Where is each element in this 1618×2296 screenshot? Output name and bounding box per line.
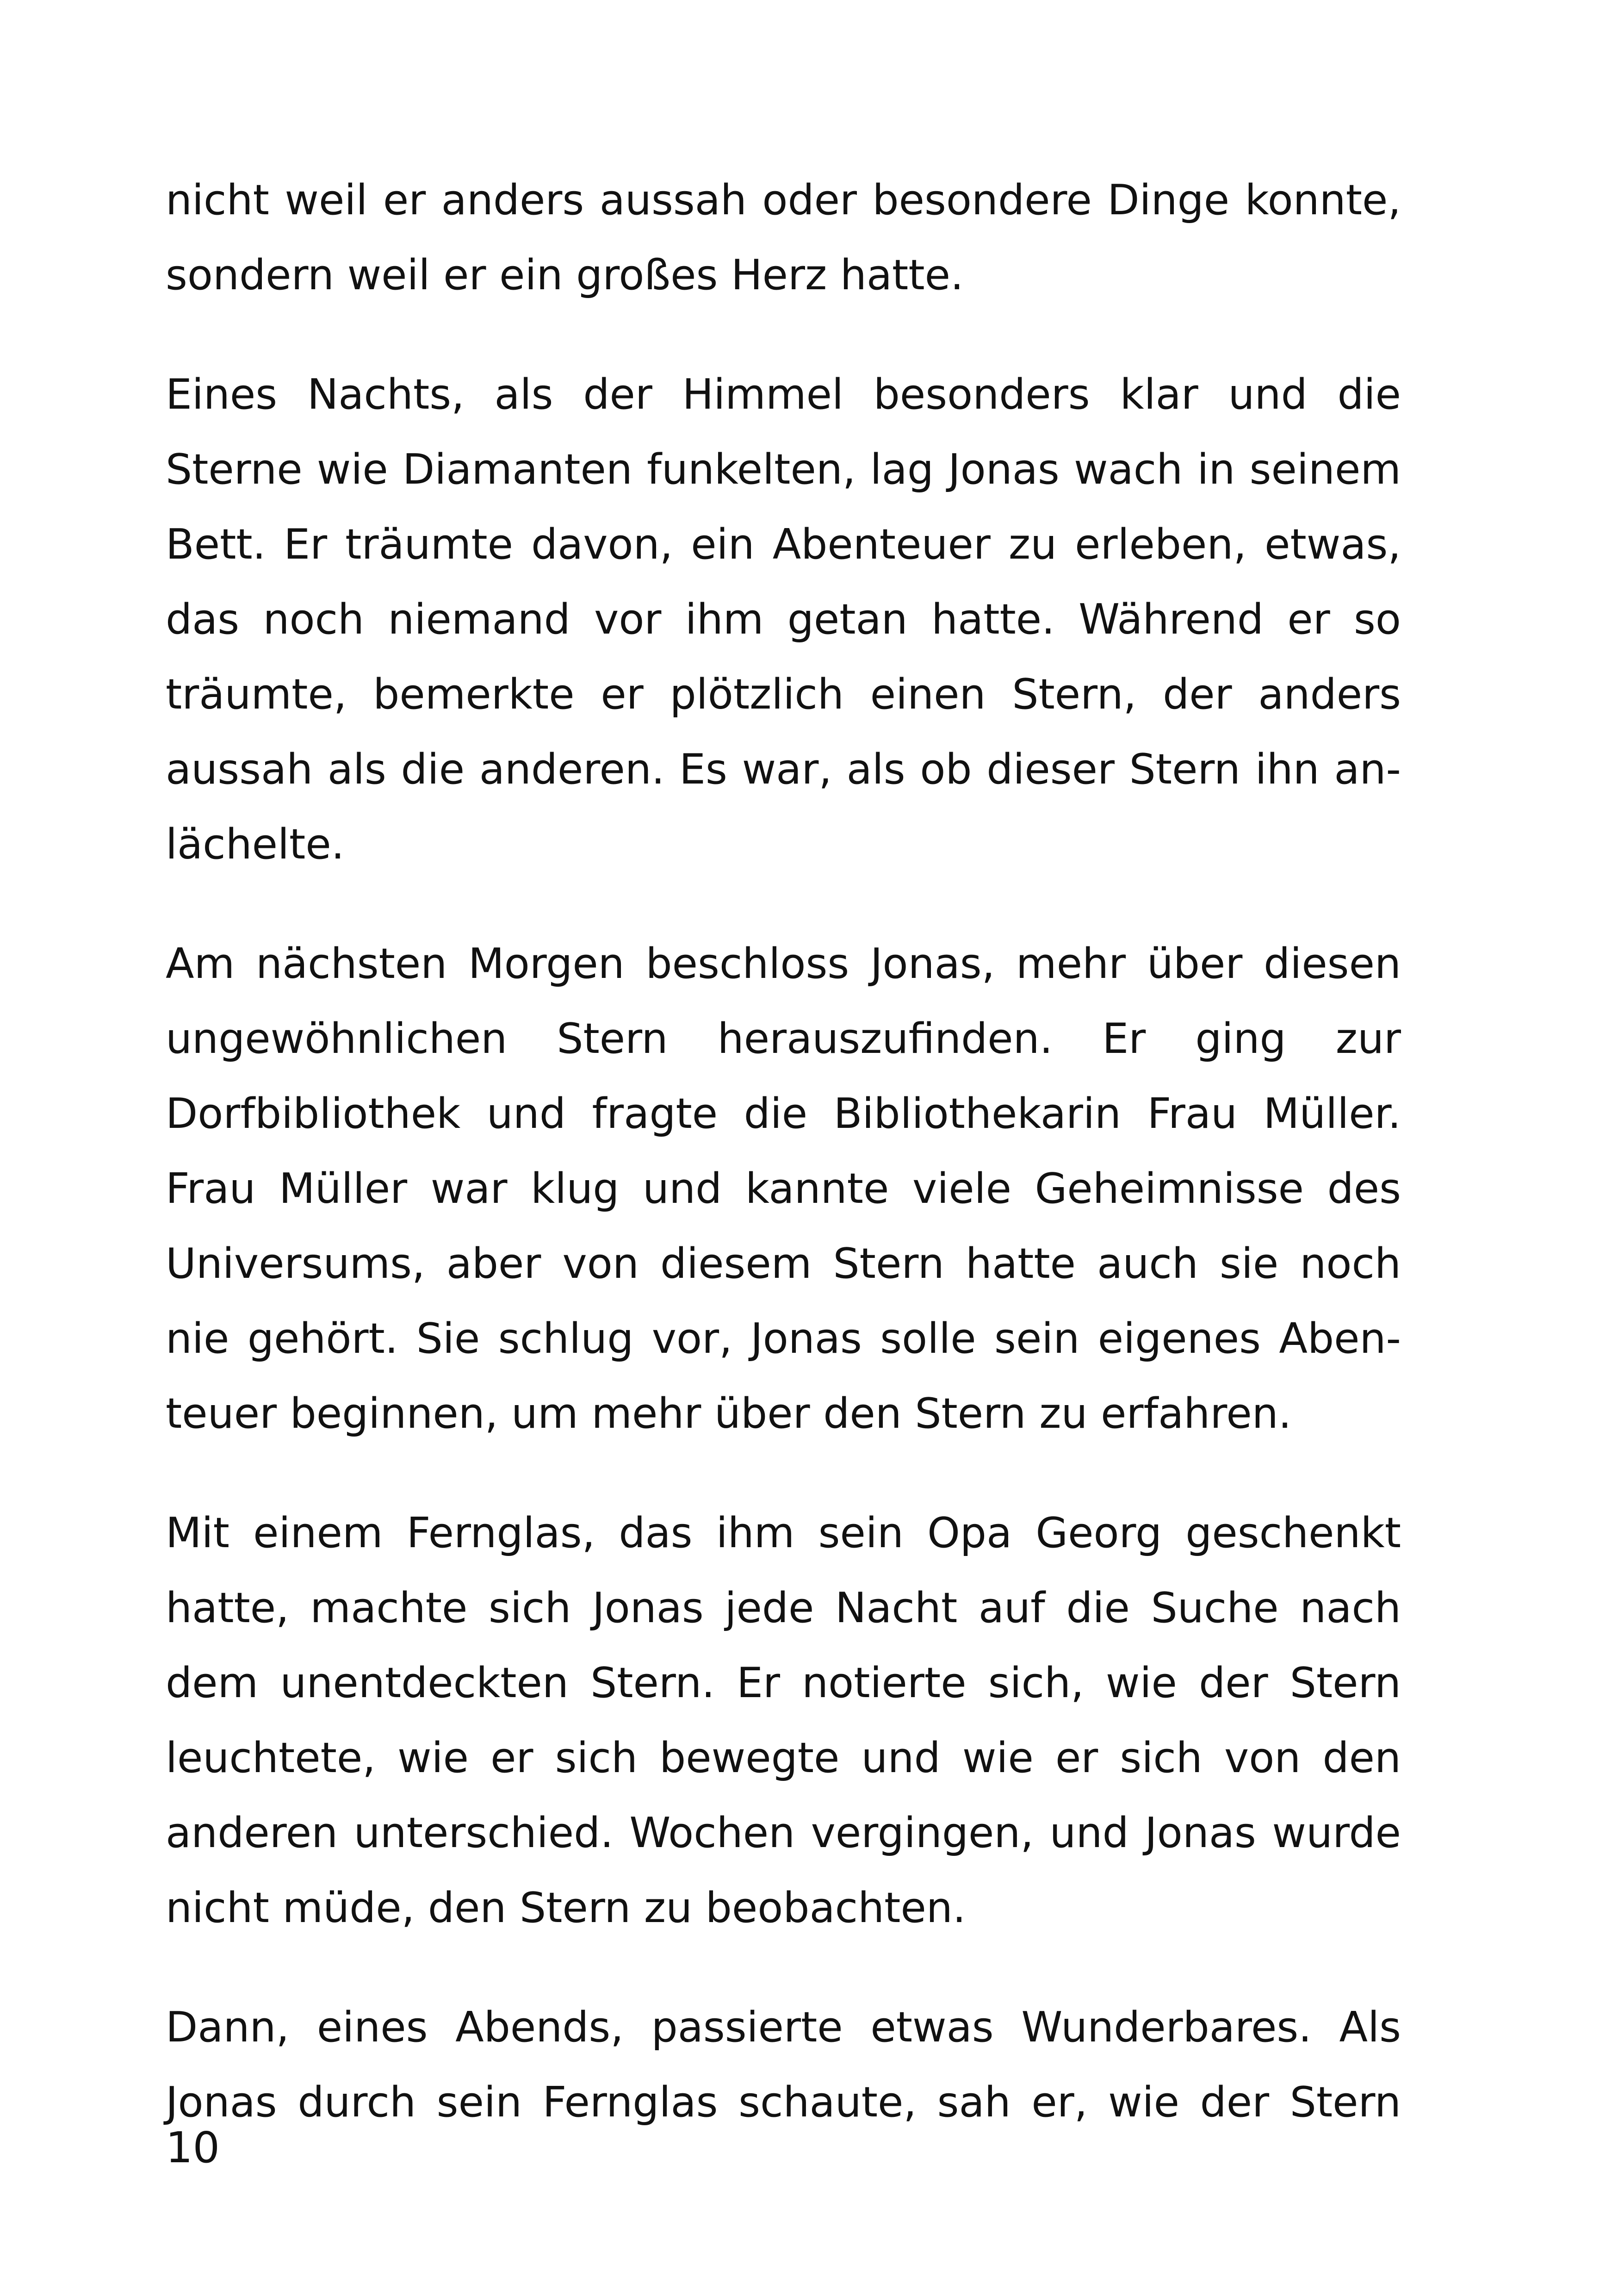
text-line: Dann, eines Abends, passierte etwas Wunderbares. Als [166, 2003, 1401, 2052]
text-line: sondern weil er ein großes Herz hatte. [166, 251, 964, 299]
text-line: nie gehört. Sie schlug vor, Jonas solle sein eigenes Aben- [166, 1314, 1401, 1363]
text-line: nicht weil er anders aussah oder besondere Dinge konnte, [166, 176, 1401, 224]
text-line: lächelte. [166, 820, 345, 869]
text-line: das noch niemand vor ihm getan hatte. Während er so [166, 595, 1401, 644]
text-line: anderen unterschied. Wochen vergingen, und Jonas wurde [166, 1809, 1401, 1857]
text-line: teuer beginnen, um mehr über den Stern zu erfahren. [166, 1389, 1292, 1438]
text-line: Am nächsten Morgen beschloss Jonas, mehr über diesen [166, 940, 1401, 988]
text-line: aussah als die anderen. Es war, als ob dieser Stern ihn an- [166, 745, 1401, 794]
text-line: Eines Nachts, als der Himmel besonders klar und die [166, 370, 1401, 419]
text-line: Sterne wie Diamanten funkelten, lag Jonas wach in seinem [166, 445, 1401, 494]
text-line: dem unentdeckten Stern. Er notierte sich, wie der Stern [166, 1659, 1401, 1707]
page-number: 10 [166, 2123, 220, 2172]
paragraph [166, 163, 1401, 313]
text-line: träumte, bemerkte er plötzlich einen Stern, der anders [166, 670, 1401, 719]
paragraph [166, 927, 1401, 1451]
paragraph [166, 1990, 1401, 2140]
text-line: hatte, machte sich Jonas jede Nacht auf die Suche nach [166, 1584, 1401, 1632]
text-line: Jonas durch sein Fernglas schaute, sah er, wie der Stern [166, 2078, 1401, 2127]
text-line: Mit einem Fernglas, das ihm sein Opa Georg geschenkt [166, 1509, 1401, 1557]
text-line: leuchtete, wie er sich bewegte und wie er sich von den [166, 1734, 1401, 1782]
text-line: nicht müde, den Stern zu beobachten. [166, 1884, 966, 1932]
text-line: Bett. Er träumte davon, ein Abenteuer zu erleben, etwas, [166, 520, 1401, 569]
paragraph [166, 1496, 1401, 1946]
text-line: ungewöhnlichen Stern herauszufinden. Er ging zur [166, 1014, 1401, 1063]
text-line: Universums, aber von diesem Stern hatte auch sie noch [166, 1239, 1401, 1288]
paragraph [166, 357, 1401, 882]
text-line: Dorfbibliothek und fragte die Bibliothekarin Frau Müller. [166, 1089, 1401, 1138]
text-line: Frau Müller war klug und kannte viele Geheimnisse des [166, 1164, 1401, 1213]
body-text [166, 163, 1401, 2184]
